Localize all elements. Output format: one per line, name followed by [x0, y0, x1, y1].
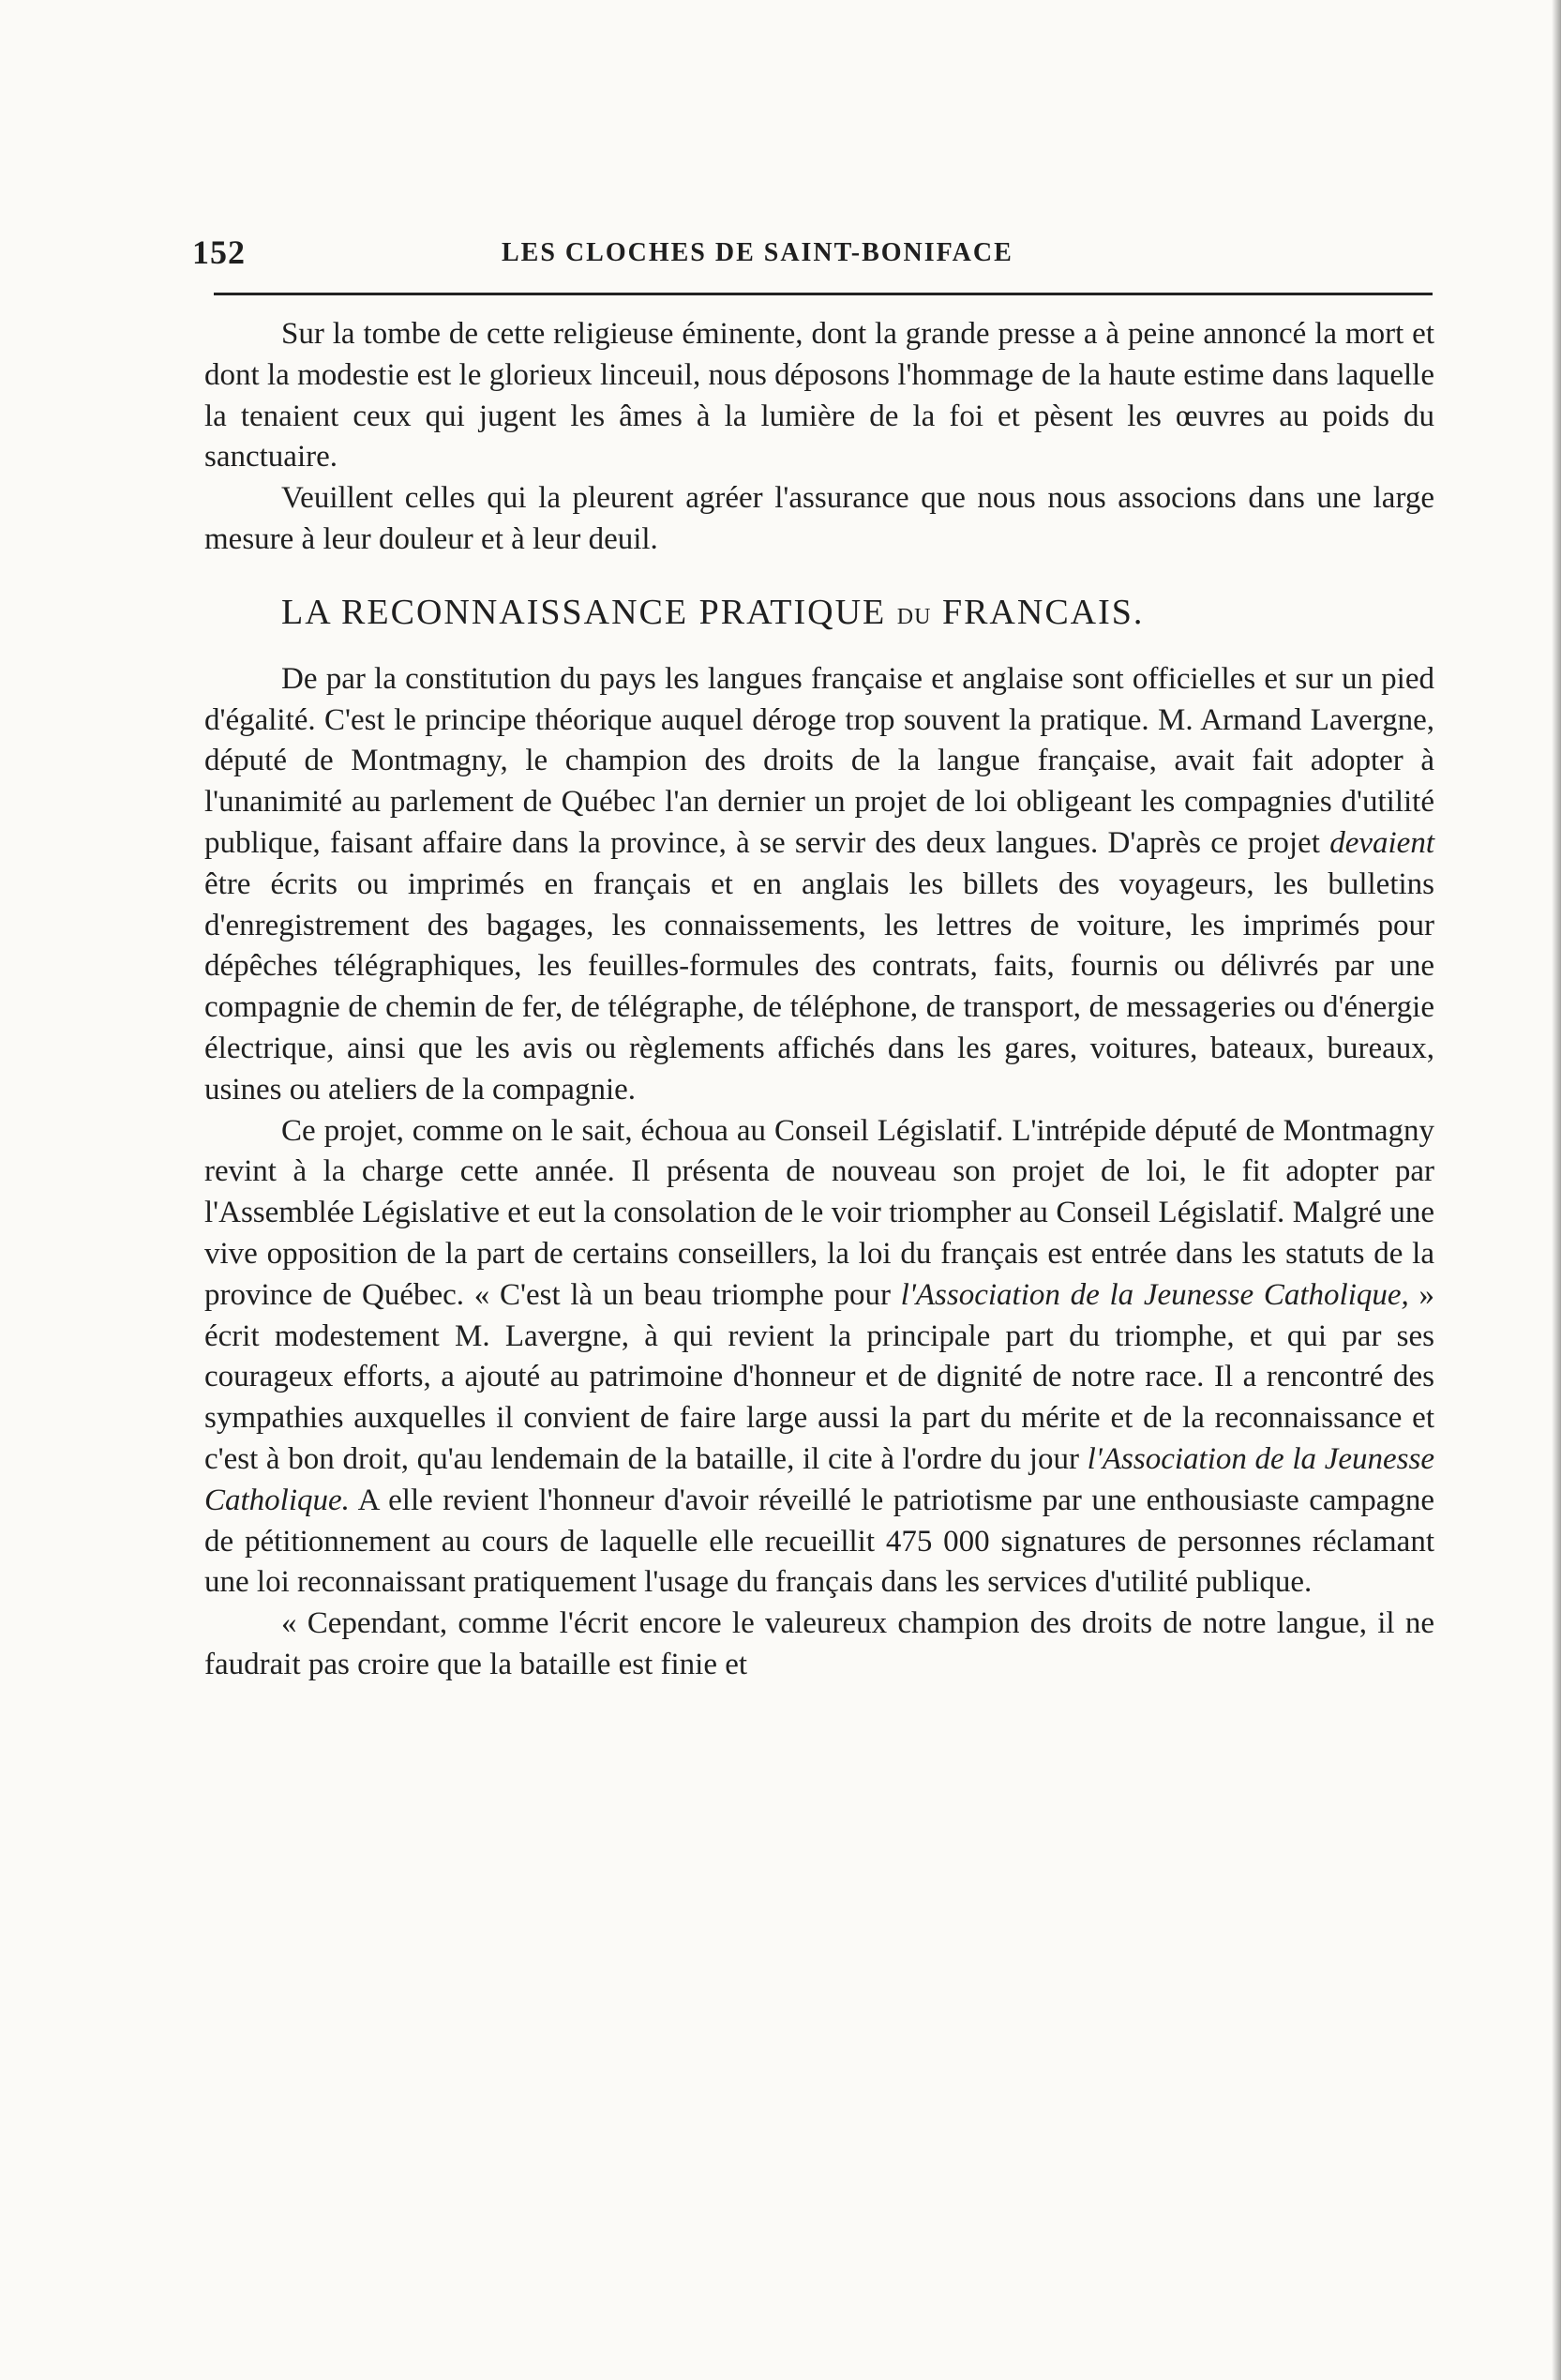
paragraph-constitution: [204, 659, 1434, 1111]
p2-text-b: » écrit modestement M. Lavergne, à qui revient la principale part du triomphe, et qui par ses courageux efforts, a ajouté au patrimoine d'honneur et de dignité de notre race. Il a rencontré des sympathies auxquelles il convient de faire large aussi la part du mérite et de la reconnaissance et c'est à bon droit, qu'au lendemain de la bataille, il cite à l'ordre du jour: [204, 1277, 1434, 1476]
paragraph-however: « Cependant, comme l'écrit encore le valeureux champion des droits de notre langue, il ne faudrait pas croire que la bataille est finie et: [204, 1606, 1434, 1681]
p1-italic: devaient: [1329, 825, 1434, 860]
p2-text-c: A elle revient l'honneur d'avoir réveillé le patriotisme par une enthousiaste campagne de pétitionnement au cours de laquelle elle recueillit 475 000 signatures de personnes réclamant une loi reconnaissant pratiquement l'usage du français dans les services d'utilité publique.: [204, 1483, 1434, 1600]
section-heading: [204, 587, 1434, 642]
page-header: [192, 233, 1434, 289]
header-rule: [214, 293, 1433, 295]
p2-italic-1: l'Association de la Jeunesse Catholique,: [900, 1277, 1409, 1312]
section-heading-part1: LA RECONNAISSANCE PRATIQUE: [281, 592, 897, 632]
section-heading-part2: DU: [896, 604, 932, 629]
page-body: [204, 314, 1434, 1686]
p1-text-b: être écrits ou imprimés en français et en anglais les billets des voyageurs, les bulletins d'enregistrement des bagages, les connaissements, les lettres de voiture, les imprimés pour dépêches télégraphiques, les feuilles-formules des contrats, faits, fournis ou délivrés par une compagnie de chemin de fer, de télégraphe, de téléphone, de transport, de messageries ou d'énergie électrique, ainsi que les avis ou règlements affichés dans les gares, voitures, bateaux, bureaux, usines ou ateliers de la compagnie.: [204, 866, 1434, 1107]
section-heading-part3: FRANCAIS.: [931, 592, 1145, 632]
p2-text-a: Ce projet, comme on le sait, échoua au Conseil Législatif. L'intrépide député de Montmagny revint à la charge cette année. Il présenta de nouveau son projet de loi, le fit adopter par l'Assemblée Législative et eut la consolation de le voir triompher au Conseil Législatif. Malgré une vive opposition de la part de certains conseillers, la loi du français est entrée dans les statuts de la province de Québec. « C'est là un beau triomphe pour: [204, 1113, 1434, 1312]
page-number: 152: [192, 233, 246, 271]
paragraph-tribute: Sur la tombe de cette religieuse éminente, dont la grande presse a à peine annoncé la mort et dont la modestie est le glorieux linceuil, nous déposons l'hommage de la haute estime dans laquelle la tenaient ceux qui jugent les âmes à la lumière de la foi et pèsent les œuvres au poids du sanctuaire.: [204, 317, 1434, 474]
paragraph-condolence: Veuillent celles qui la pleurent agréer l'assurance que nous nous associons dans une large mesure à leur douleur et à leur deuil.: [204, 481, 1434, 556]
page-binding-edge: [1552, 0, 1561, 2380]
p2-italic-2: l'Association de la Jeunesse Catholique.: [204, 1441, 1435, 1517]
paragraph-legislative: [204, 1111, 1434, 1604]
p1-text-a: De par la constitution du pays les langues française et anglaise sont officielles et sur un pied d'égalité. C'est le principe théorique auquel déroge trop souvent la pratique. M. Armand Lavergne, député de Montmagny, le champion des droits de la langue française, avait fait adopter à l'unanimité au parlement de Québec l'an dernier un projet de loi obligeant les compagnies d'utilité publique, faisant affaire dans la province, à se servir des deux langues. D'après ce projet: [204, 661, 1434, 860]
running-title: LES CLOCHES DE SAINT-BONIFACE: [502, 238, 1013, 267]
